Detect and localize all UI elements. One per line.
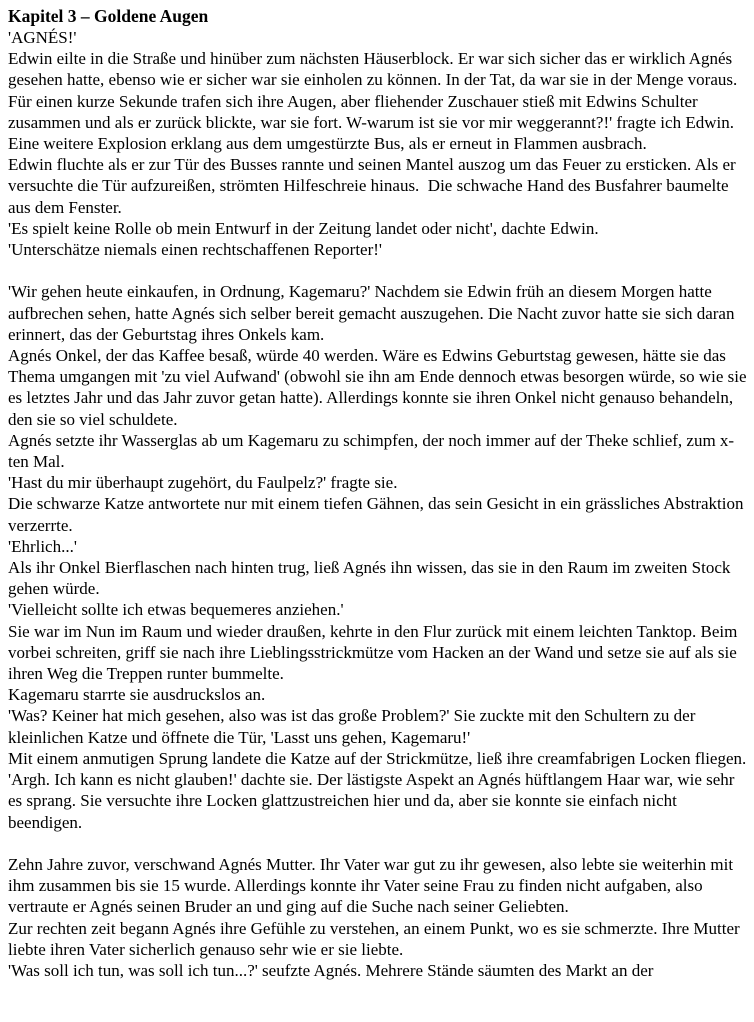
paragraph: 'Was? Keiner hat mich gesehen, also was ist das große Problem?' Sie zuckte mit den Schultern zu der kleinlichen Katze und öffnete die Tür, 'Lasst uns gehen, Kagemaru!'	[8, 706, 700, 747]
paragraph: 'AGNÉS!'	[8, 28, 77, 47]
paragraph: Zur rechten zeit begann Agnés ihre Gefühle zu verstehen, an einem Punkt, wo es sie schmerzte. Ihre Mutter liebte ihren Vater sicherlich genauso sehr wie er sie liebte.	[8, 918, 744, 959]
paragraph: Kagemaru starrte sie ausdruckslos an.	[8, 685, 266, 705]
paragraph: Als ihr Onkel Bierflaschen nach hinten trug, ließ Agnés ihn wissen, das sie in den Raum im zweiten Stock gehen würde.	[8, 558, 735, 599]
paragraph: Mit einem anmutigen Sprung landete die Katze auf der Strickmütze, ließ ihre creamfabrigen Locken fliegen. 'Argh. Ich kann es nicht glauben!' dachte sie. Der lästigste Aspekt an Agnés hüftlangem Haar war, wie sehr es sprang. Sie versuchte ihre Locken glattzustreichen hier und da, aber sie konnte sie einfach nicht beendigen.	[8, 748, 751, 832]
paragraph: Eine weitere Explosion erklang aus dem umgestürzte Bus, als er erneut in Flammen ausbrach.	[8, 134, 647, 154]
paragraph: 'Ehrlich...'	[8, 536, 77, 556]
paragraph: Edwin fluchte als er zur Tür des Busses rannte und seinen Mantel auszog um das Feuer zu ersticken. Als er versuchte die Tür aufzureißen, strömten Hilfeschreie hinaus. Die schwache Hand des Busfahrer baumelte aus dem Fenster.	[8, 155, 740, 217]
section-shopping	[8, 281, 751, 832]
paragraph: Agnés setzte ihr Wasserglas ab um Kagemaru zu schimpfen, der noch immer auf der Theke schlief, zum x-ten Mal.	[8, 430, 735, 472]
paragraph: 'Es spielt keine Rolle ob mein Entwurf in der Zeitung landet oder nicht', dachte Edwin.	[8, 218, 599, 238]
paragraph: 'Wir gehen heute einkaufen, in Ordnung, Kagemaru?' Nachdem sie Edwin früh an diesem Morgen hatte aufbrechen sehen, hatte Agnés sich selber bereit gemacht auszugehen. Die Nacht zuvor hatte sie sich daran erinnert, das der Geburtstag ihres Onkels kam.	[8, 282, 739, 344]
paragraph: 'Unterschätze niemals einen rechtschaffenen Reporter!'	[8, 240, 382, 260]
paragraph: Edwin eilte in die Straße und hinüber zum nächsten Häuserblock. Er war sich sicher das er wirklich Agnés gesehen hatte, ebenso wie er sicher war sie einholen zu können. In der Tat, da war sie in der Menge voraus. Für einen kurze Sekunde trafen sich ihre Augen, aber fliehender Zuschauer stieß mit Edwins Schulter zusammen und als er zurück blickte, war sie fort. W-warum ist sie vor mir weggerannt?!' fragte ich Edwin.	[8, 49, 742, 132]
section-backstory	[8, 854, 747, 981]
section-opening	[8, 27, 747, 260]
paragraph: Zehn Jahre zuvor, verschwand Agnés Mutter. Ihr Vater war gut zu ihr gewesen, also lebte sie weiterhin mit ihm zusammen bis sie 15 wurde. Allerdings konnte ihr Vater seine Frau zu finden nicht aufgaben, also vertraute er Agnés seinen Bruder an und ging auf die Suche nach seiner Geliebten.	[8, 854, 738, 917]
paragraph: 'Was soll ich tun, was soll ich tun...?' seufzte Agnés. Mehrere Stände säumten des Markt an der	[8, 960, 654, 980]
paragraph: 'Vielleicht sollte ich etwas bequemeres anziehen.'	[8, 600, 344, 620]
paragraph: 'Hast du mir überhaupt zugehört, du Faulpelz?' fragte sie.	[8, 473, 398, 493]
chapter-title: Kapitel 3 – Goldene Augen	[8, 6, 209, 26]
paragraph: Die schwarze Katze antwortete nur mit einem tiefen Gähnen, das sein Gesicht in ein grässliches Abstraktion verzerrte.	[8, 494, 748, 535]
paragraph: Sie war im Nun im Raum und wieder draußen, kehrte in den Flur zurück mit einem leichten Tanktop. Beim vorbei schreiten, griff sie nach ihre Lieblingsstrickmütze vom Hacken an der Wand und setze sie auf als sie ihren Weg die Treppen runter bummelte.	[8, 621, 742, 684]
paragraph: Agnés Onkel, der das Kaffee besaß, würde 40 werden. Wäre es Edwins Geburtstag gewesen, hätte sie das Thema umgangen mit 'zu viel Aufwand' (obwohl sie ihn am Ende dennoch etwas besorgen würde, so wie sie es letztes Jahr und das Jahr zuvor getan hatte). Allerdings konnte sie ihren Onkel nicht genauso behandeln, den sie so viel schuldete.	[8, 346, 751, 429]
